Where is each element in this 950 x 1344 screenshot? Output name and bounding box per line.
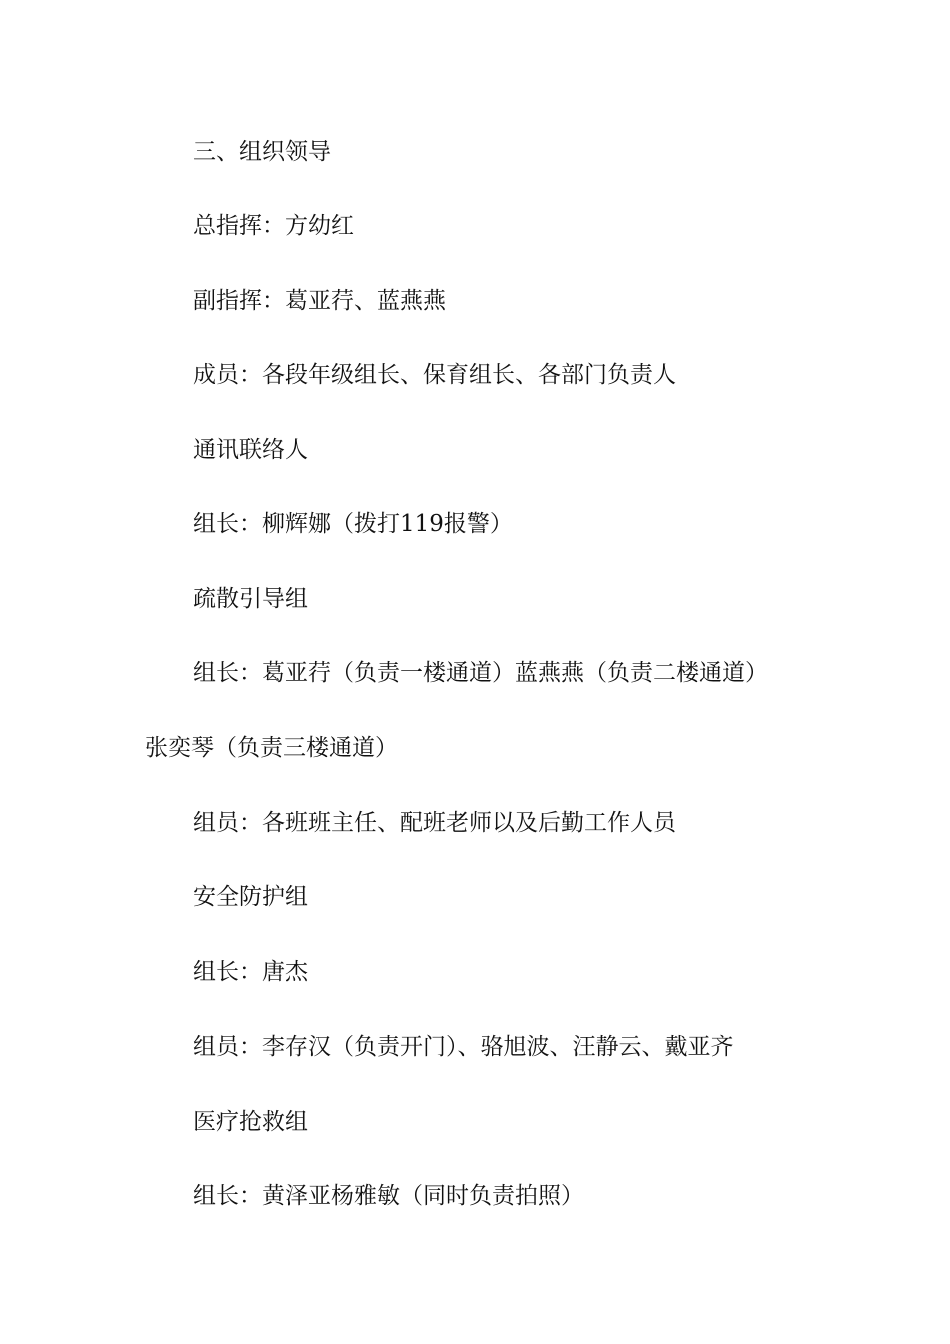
comm-group-leader: 组长：柳辉娜（拨打119报警） xyxy=(193,511,513,537)
deputy-commander-line: 副指挥：葛亚荇、蓝燕燕 xyxy=(193,288,446,314)
evacuation-group-heading: 疏散引导组 xyxy=(193,586,308,612)
safety-group-leader: 组长：唐杰 xyxy=(193,959,308,985)
medical-group-leader: 组长：黄泽亚杨雅敏（同时负责拍照） xyxy=(193,1183,584,1209)
evacuation-group-leader-continued: 张奕琴（负责三楼通道） xyxy=(145,735,398,761)
evacuation-group-leader: 组长：葛亚荇（负责一楼通道）蓝燕燕（负责二楼通道） xyxy=(193,660,768,686)
evacuation-group-members: 组员：各班班主任、配班老师以及后勤工作人员 xyxy=(193,810,676,836)
medical-group-heading: 医疗抢救组 xyxy=(193,1109,308,1135)
safety-group-members: 组员：李存汉（负责开门）、骆旭波、汪静云、戴亚齐 xyxy=(193,1034,734,1060)
section-heading: 三、组织领导 xyxy=(193,139,331,165)
commander-line: 总指挥：方幼红 xyxy=(193,213,354,239)
members-line: 成员：各段年级组长、保育组长、各部门负责人 xyxy=(193,362,676,388)
safety-group-heading: 安全防护组 xyxy=(193,884,308,910)
comm-group-heading: 通讯联络人 xyxy=(193,437,308,463)
